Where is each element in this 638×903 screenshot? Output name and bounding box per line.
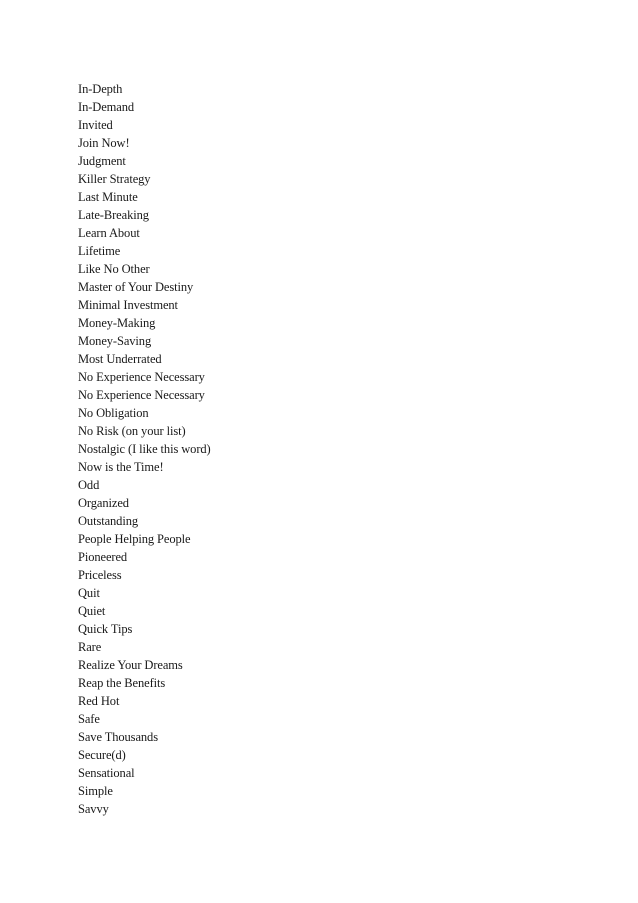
- list-item: Killer Strategy: [78, 172, 151, 186]
- list-item: Now is the Time!: [78, 460, 164, 474]
- list-item: Judgment: [78, 154, 126, 168]
- list-item: Reap the Benefits: [78, 676, 166, 690]
- list-item: No Experience Necessary: [78, 388, 205, 402]
- list-item: Money-Making: [78, 316, 156, 330]
- word-list: [78, 80, 211, 818]
- list-item: Rare: [78, 640, 102, 654]
- list-item: People Helping People: [78, 532, 191, 546]
- list-item: In-Demand: [78, 100, 135, 114]
- list-item: In-Depth: [78, 82, 123, 96]
- list-item: Learn About: [78, 226, 140, 240]
- list-item: Minimal Investment: [78, 298, 178, 312]
- list-item: Invited: [78, 118, 113, 132]
- list-item: Last Minute: [78, 190, 138, 204]
- list-item: Secure(d): [78, 748, 126, 762]
- list-item: Red Hot: [78, 694, 120, 708]
- list-item: Simple: [78, 784, 113, 798]
- list-item: Nostalgic (I like this word): [78, 442, 211, 456]
- list-item: No Obligation: [78, 406, 149, 420]
- list-item: Like No Other: [78, 262, 150, 276]
- list-item: Most Underrated: [78, 352, 162, 366]
- list-item: Realize Your Dreams: [78, 658, 183, 672]
- list-item: Quiet: [78, 604, 106, 618]
- list-item: Join Now!: [78, 136, 130, 150]
- list-item: Quit: [78, 586, 100, 600]
- list-item: No Experience Necessary: [78, 370, 205, 384]
- list-item: Save Thousands: [78, 730, 158, 744]
- list-item: Organized: [78, 496, 129, 510]
- list-item: Money-Saving: [78, 334, 152, 348]
- list-item: Odd: [78, 478, 100, 492]
- list-item: Safe: [78, 712, 100, 726]
- list-item: Outstanding: [78, 514, 139, 528]
- list-item: Priceless: [78, 568, 122, 582]
- list-item: Lifetime: [78, 244, 121, 258]
- list-item: Master of Your Destiny: [78, 280, 194, 294]
- list-item: No Risk (on your list): [78, 424, 186, 438]
- list-item: Savvy: [78, 802, 109, 816]
- list-item: Pioneered: [78, 550, 128, 564]
- list-item: Quick Tips: [78, 622, 133, 636]
- list-item: Sensational: [78, 766, 135, 780]
- list-item: Late-Breaking: [78, 208, 149, 222]
